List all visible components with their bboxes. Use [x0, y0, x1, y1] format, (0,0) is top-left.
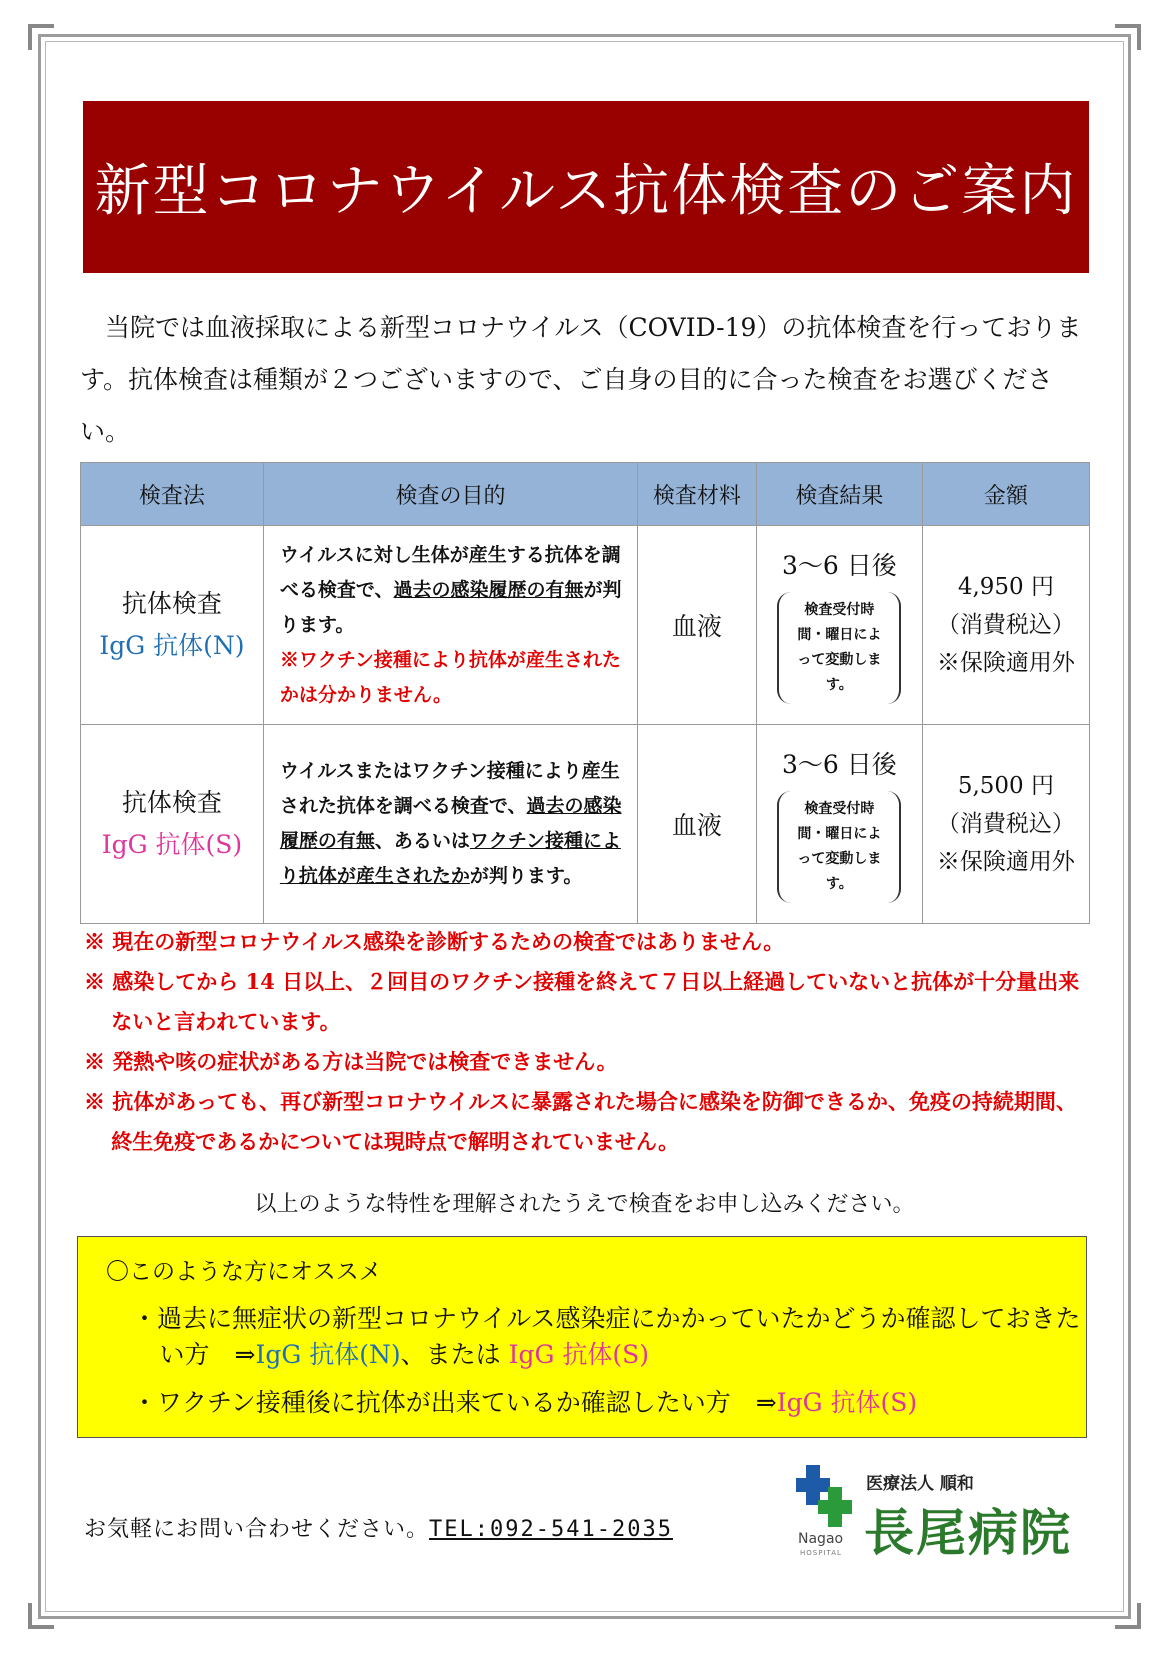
- header-material: 検査材料: [638, 463, 757, 526]
- price-cell: [922, 725, 1089, 924]
- page-title: 新型コロナウイルス抗体検査のご案内: [94, 159, 1078, 224]
- recommend-text: 、または: [400, 1340, 509, 1369]
- purpose-underlined: 過去の感染履歴の有無: [279, 795, 622, 852]
- insurance-note: ※保険適用外: [936, 650, 1075, 676]
- corner-ornament: [28, 24, 54, 50]
- table-header-row: [81, 463, 1090, 526]
- material-cell: 血液: [638, 526, 757, 725]
- recommend-title: 〇このような方にオススメ: [106, 1259, 382, 1285]
- purpose-warning: ※ワクチン接種により抗体が産生されたかは分かりません。: [279, 648, 621, 706]
- intro-paragraph: 当院では血液採取による新型コロナウイルス（COVID-19）の抗体検査を行っております。抗体検査は種類が２つございますので、ご自身の目的に合った検査をお選びください。: [80, 313, 1082, 446]
- method-cell: [81, 725, 264, 924]
- title-banner: [83, 101, 1089, 273]
- table-row: [81, 526, 1090, 725]
- caution-item: ※ 現在の新型コロナウイルス感染を診断するための検査ではありません。: [84, 929, 785, 954]
- intro-text: [80, 302, 1090, 458]
- result-cell: [756, 725, 922, 924]
- header-result: 検査結果: [756, 463, 922, 526]
- closing-text: 以上のような特性を理解されたうえで検査をお申し込みください。: [254, 1192, 915, 1217]
- result-days: 3〜6 日後: [781, 551, 897, 580]
- corner-ornament: [28, 1603, 54, 1629]
- result-days: 3〜6 日後: [781, 750, 897, 779]
- recommend-box: [77, 1236, 1087, 1438]
- corner-ornament: [1115, 1603, 1141, 1629]
- recommend-item: [132, 1385, 1086, 1421]
- recommend-text: ・ワクチン接種後に抗体が出来ているか確認したい方 ⇒: [132, 1388, 777, 1417]
- purpose-text: ウイルスに対し生体が産生する抗体を調べる検査で、: [279, 543, 621, 601]
- header-price: 金額: [922, 463, 1089, 526]
- insurance-note: ※保険適用外: [936, 849, 1075, 875]
- test-type: IgG 抗体(S): [101, 830, 243, 859]
- result-cell: [756, 526, 922, 725]
- purpose-cell: [263, 526, 637, 725]
- logo-name: 長尾病院: [864, 1504, 1072, 1562]
- caution-item: ※ 抗体があっても、再び新型コロナウイルスに暴露された場合に感染を防御できるか、免疫の持続期間、終生免疫であるかについては現時点で解明されていません。: [84, 1089, 1077, 1154]
- recommend-item: [132, 1301, 1086, 1373]
- logo-corp: 医療法人 順和: [866, 1474, 974, 1494]
- purpose-text: が判ります。: [469, 865, 583, 887]
- corner-ornament: [1115, 24, 1141, 50]
- header-purpose: 検査の目的: [263, 463, 637, 526]
- purpose-text: が判ります。: [279, 578, 622, 636]
- contact-line: [84, 1512, 673, 1543]
- medical-cross-icon: [796, 1465, 856, 1531]
- logo-small: HOSPITAL: [800, 1549, 842, 1557]
- method-name: 抗体検査: [121, 788, 222, 817]
- header-method: 検査法: [81, 463, 264, 526]
- caution-item: ※ 発熱や咳の症状がある方は当院では検査できません。: [84, 1049, 618, 1074]
- purpose-cell: [263, 725, 637, 924]
- purpose-underlined: 過去の感染履歴の有無: [393, 578, 584, 601]
- phone-number[interactable]: TEL:092-541-2035: [429, 1517, 673, 1542]
- test-type: IgG 抗体(N): [99, 631, 245, 660]
- caution-notes: [84, 922, 1094, 1162]
- price-cell: [922, 526, 1089, 725]
- price-tax: （消費税込）: [936, 612, 1075, 638]
- test-table: [80, 462, 1090, 924]
- purpose-text: ウイルスまたはワクチン接種により産生された抗体を調べる検査で、: [279, 760, 620, 817]
- price-tax: （消費税込）: [936, 811, 1075, 837]
- method-cell: [81, 526, 264, 725]
- hospital-logo: [796, 1465, 1096, 1565]
- result-note: 検査受付時間・曜日によって変動します。: [777, 592, 901, 704]
- logo-latin: Nagao: [798, 1531, 844, 1547]
- recommend-igg-n: IgG 抗体(N): [255, 1340, 401, 1369]
- purpose-text: 、あるいは: [374, 830, 470, 852]
- contact-label: お気軽にお問い合わせください。: [84, 1517, 430, 1542]
- recommend-igg-s: IgG 抗体(S): [776, 1388, 918, 1417]
- material-cell: 血液: [638, 725, 757, 924]
- recommend-text: ・過去に無症状の新型コロナウイルス感染症にかかっていたかどうか確認しておきたい方 ⇒: [132, 1304, 1081, 1369]
- recommend-igg-s: IgG 抗体(S): [508, 1340, 650, 1369]
- purpose-underlined: ワクチン接種により抗体が産生されたか: [279, 830, 621, 887]
- result-note: 検査受付時間・曜日によって変動します。: [777, 791, 901, 903]
- recommend-list: [132, 1301, 1086, 1433]
- table-row: [81, 725, 1090, 924]
- price-value: 5,500 円: [957, 773, 1054, 799]
- price-value: 4,950 円: [957, 574, 1054, 600]
- caution-item: ※ 感染してから 14 日以上、２回目のワクチン接種を終えて７日以上経過していないと抗体が十分量出来ないと言われています。: [84, 969, 1080, 1034]
- method-name: 抗体検査: [121, 589, 222, 618]
